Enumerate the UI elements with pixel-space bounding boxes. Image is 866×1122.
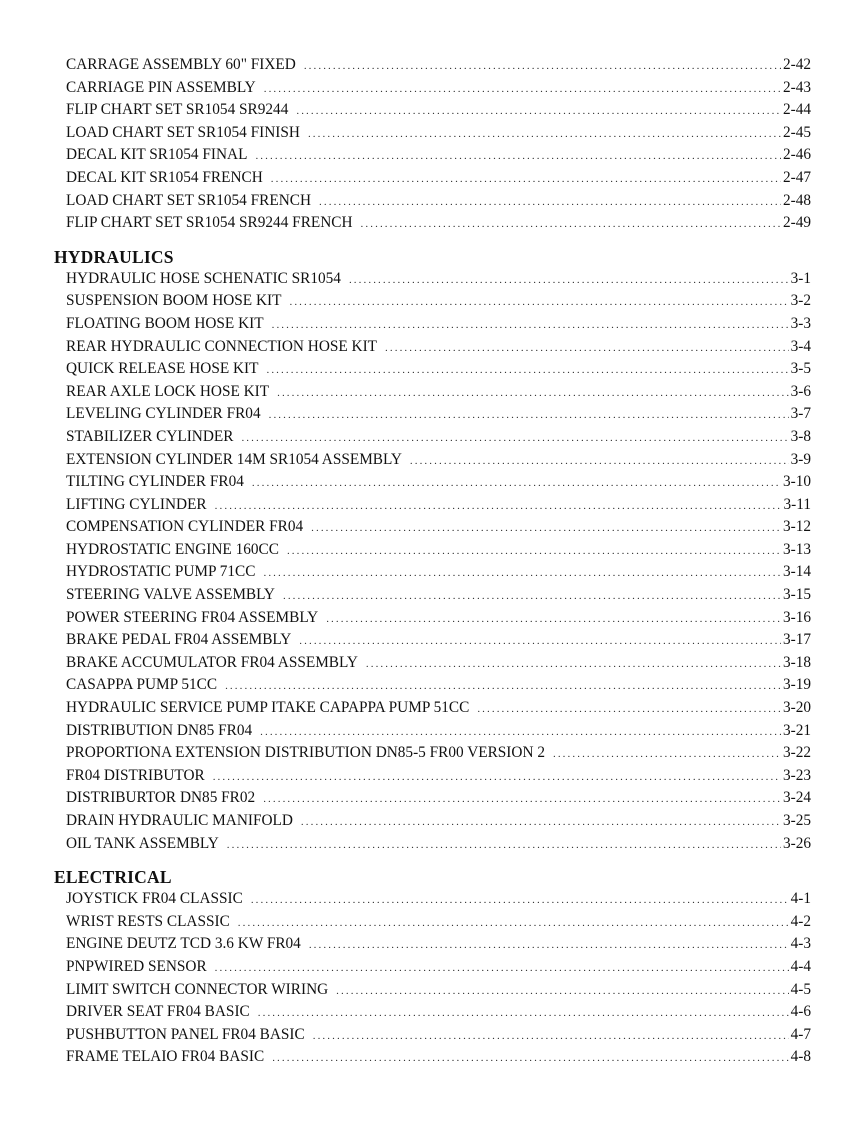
toc-entry[interactable] [54, 810, 811, 833]
dot-leader [260, 721, 781, 744]
dot-leader [313, 1025, 789, 1048]
toc-entry-title: ENGINE DEUTZ TCD 3.6 KW FR04 [66, 935, 301, 953]
toc-entry[interactable] [54, 956, 811, 979]
toc-entry-title: HYDRAULIC HOSE SCHENATIC SR1054 [66, 269, 341, 287]
toc-section [54, 54, 811, 235]
toc-entry-title: FLOATING BOOM HOSE KIT [66, 314, 264, 332]
dot-leader [319, 191, 781, 214]
toc-entry-page: 3-25 [782, 812, 811, 829]
toc-entry-title: DRIVER SEAT FR04 BASIC [66, 1003, 250, 1021]
toc-entry-title: DISTRIBUTION DN85 FR04 [66, 721, 253, 739]
toc-entry-page: 3-18 [782, 653, 811, 671]
toc-entry-page: 3-5 [790, 360, 811, 378]
toc-entry-title: SUSPENSION BOOM HOSE KIT [66, 292, 282, 310]
toc-entry-page: 3-21 [782, 721, 811, 739]
toc-entry-page: 2-46 [782, 146, 811, 164]
toc-entry[interactable] [54, 629, 811, 652]
toc-entry-page: 3-7 [790, 405, 811, 423]
toc-entry-page: 3-9 [790, 450, 811, 468]
toc-entry-title: STABILIZER CYLINDER [66, 427, 234, 445]
toc-entry-page: 4-6 [790, 1003, 811, 1021]
toc-entry-title: BRAKE ACCUMULATOR FR04 ASSEMBLY [66, 653, 358, 671]
toc-entry-page: 3-1 [790, 269, 811, 287]
dot-leader [263, 788, 781, 811]
toc-entry-title: QUICK RELEASE HOSE KIT [66, 360, 259, 378]
toc-entry[interactable] [54, 561, 811, 584]
dot-leader [241, 427, 788, 450]
toc-entry[interactable] [54, 144, 811, 167]
toc-entry[interactable] [54, 787, 811, 810]
toc-entry-title: REAR AXLE LOCK HOSE KIT [66, 382, 270, 400]
toc-entry-title: PROPORTIONA EXTENSION DISTRIBUTION DN85-5 FR00 VERSION 2 [66, 744, 545, 762]
toc-entry[interactable] [54, 54, 811, 77]
dot-leader [336, 980, 788, 1003]
toc-entry-page: 4-8 [790, 1048, 811, 1066]
dot-leader [258, 1002, 789, 1025]
toc-entry-page: 4-3 [790, 935, 811, 953]
toc-entry[interactable] [54, 888, 811, 911]
dot-leader [264, 78, 781, 101]
toc-entry[interactable] [54, 1001, 811, 1024]
toc-entry[interactable] [54, 122, 811, 145]
dot-leader [269, 404, 789, 427]
dot-leader [238, 912, 789, 935]
toc-entry[interactable] [54, 190, 811, 213]
toc-entry-title: DECAL KIT SR1054 FRENCH [66, 168, 263, 186]
dot-leader [309, 934, 789, 957]
dot-leader [287, 540, 781, 563]
toc-entry[interactable] [54, 336, 811, 359]
toc-entry-page: 2-48 [782, 191, 811, 209]
toc-entry-page: 3-11 [783, 495, 811, 513]
toc-entry-title: FLIP CHART SET SR1054 SR9244 FRENCH [66, 214, 353, 232]
toc-entry-page: 3-23 [782, 766, 811, 784]
toc-entry-title: DISTRIBURTOR DN85 FR02 [66, 789, 256, 807]
toc-entry-page: 3-14 [782, 563, 811, 581]
toc-entry-page: 4-5 [790, 980, 811, 998]
toc-entry-page: 2-47 [782, 168, 811, 186]
toc-entry-title: FLIP CHART SET SR1054 SR9244 [66, 101, 289, 119]
toc-entry-page: 3-17 [782, 631, 811, 649]
toc-entry-title: LEVELING CYLINDER FR04 [66, 405, 261, 423]
dot-leader [251, 889, 789, 912]
toc-entry-title: CASAPPA PUMP 51CC [66, 676, 218, 694]
toc-entry-title: DRAIN HYDRAULIC MANIFOLD [66, 812, 293, 829]
toc-entry[interactable] [54, 979, 811, 1002]
toc-entry-page: 3-16 [782, 608, 811, 626]
toc-section [54, 246, 811, 855]
toc-entry-page: 3-2 [790, 292, 811, 310]
toc-entry[interactable] [54, 674, 811, 697]
toc-entry-page: 2-42 [782, 56, 811, 73]
dot-leader [272, 314, 789, 337]
toc-entry-title: POWER STEERING FR04 ASSEMBLY [66, 608, 319, 626]
toc-entry-page: 3-6 [790, 382, 811, 400]
toc-entry-title: PNPWIRED SENSOR [66, 957, 207, 975]
toc-entry-page: 3-3 [790, 314, 811, 332]
toc-entry[interactable] [54, 494, 811, 517]
toc-entry[interactable] [54, 742, 811, 765]
toc-entry-page: 4-4 [790, 957, 811, 975]
dot-leader [266, 359, 788, 382]
toc-entry[interactable] [54, 77, 811, 100]
dot-leader [289, 291, 788, 314]
toc-entry-title: WRIST RESTS CLASSIC [66, 912, 230, 930]
toc-entry-title: COMPENSATION CYLINDER FR04 [66, 518, 304, 536]
dot-leader [366, 653, 781, 676]
toc-entry[interactable] [54, 607, 811, 630]
dot-leader [304, 55, 781, 78]
toc-entry[interactable] [54, 911, 811, 934]
toc-section [54, 866, 811, 1069]
toc-entry-title: PUSHBUTTON PANEL FR04 BASIC [66, 1025, 305, 1043]
toc-entry[interactable] [54, 268, 811, 291]
toc-entry-page: 2-44 [782, 101, 811, 119]
toc-entry[interactable] [54, 516, 811, 539]
toc-entry[interactable] [54, 584, 811, 607]
toc-entry-title: HYDROSTATIC PUMP 71CC [66, 563, 256, 581]
toc-entry[interactable] [54, 426, 811, 449]
dot-leader [263, 562, 780, 585]
dot-leader [227, 834, 781, 857]
toc-entry[interactable] [54, 933, 811, 956]
dot-leader [296, 100, 781, 123]
toc-entry-title: HYDROSTATIC ENGINE 160CC [66, 540, 279, 558]
dot-leader [299, 630, 781, 653]
toc-entry-title: REAR HYDRAULIC CONNECTION HOSE KIT [66, 337, 378, 355]
toc-entry[interactable] [54, 403, 811, 426]
toc-entry[interactable] [54, 290, 811, 313]
dot-leader [215, 495, 782, 518]
toc-entry-title: EXTENSION CYLINDER 14M SR1054 ASSEMBLY [66, 450, 402, 468]
toc-entry-page: 3-22 [782, 744, 811, 762]
toc-entry-page: 2-49 [782, 214, 811, 232]
toc-entry-title: FRAME TELAIO FR04 BASIC [66, 1048, 265, 1066]
toc-entry[interactable] [54, 471, 811, 494]
toc-entry[interactable] [54, 1024, 811, 1047]
toc-entry-title: DECAL KIT SR1054 FINAL [66, 146, 248, 164]
dot-leader [311, 517, 781, 540]
toc-entry-page: 3-15 [782, 586, 811, 604]
toc-entry-page: 3-20 [782, 699, 811, 717]
table-of-contents [54, 54, 811, 1069]
toc-entry-page: 4-2 [790, 912, 811, 930]
toc-entry-page: 2-45 [782, 123, 811, 141]
dot-leader [271, 168, 781, 191]
toc-entry-page: 2-43 [782, 78, 811, 96]
dot-leader [349, 269, 789, 292]
toc-entry-page: 3-26 [782, 834, 811, 852]
toc-entry[interactable] [54, 167, 811, 190]
dot-leader [272, 1047, 788, 1070]
toc-entry[interactable] [54, 212, 811, 235]
dot-leader [252, 472, 781, 495]
toc-entry[interactable] [54, 833, 811, 856]
dot-leader [410, 450, 789, 473]
toc-entry-page: 4-1 [790, 890, 811, 908]
dot-leader [213, 766, 781, 789]
toc-entry-title: HYDRAULIC SERVICE PUMP ITAKE CAPAPPA PUMP 51CC [66, 699, 470, 717]
dot-leader [385, 337, 789, 360]
dot-leader [277, 382, 788, 405]
toc-entry[interactable] [54, 313, 811, 336]
toc-entry-title: CARRIAGE PIN ASSEMBLY [66, 78, 256, 96]
toc-entry-page: 3-19 [782, 676, 811, 694]
toc-entry-title: LIFTING CYLINDER [66, 495, 207, 513]
toc-entry-title: CARRAGE ASSEMBLY 60" FIXED [66, 56, 296, 73]
dot-leader [477, 698, 781, 721]
dot-leader [283, 585, 781, 608]
toc-entry[interactable] [54, 449, 811, 472]
toc-entry[interactable] [54, 720, 811, 743]
dot-leader [215, 957, 789, 980]
section-heading: HYDRAULICS [54, 246, 174, 267]
toc-entry-title: STEERING VALVE ASSEMBLY [66, 586, 275, 604]
toc-entry-page: 3-4 [790, 337, 811, 355]
toc-entry-title: OIL TANK ASSEMBLY [66, 834, 219, 852]
toc-entry[interactable] [54, 358, 811, 381]
dot-leader [225, 675, 781, 698]
dot-leader [308, 123, 781, 146]
toc-entry-title: LOAD CHART SET SR1054 FINISH [66, 123, 300, 141]
toc-entry-title: LOAD CHART SET SR1054 FRENCH [66, 191, 312, 209]
dot-leader [301, 811, 781, 834]
section-heading: ELECTRICAL [54, 867, 172, 888]
toc-entry-page: 3-8 [790, 427, 811, 445]
dot-leader [553, 743, 781, 766]
toc-entry[interactable] [54, 99, 811, 122]
toc-entry[interactable] [54, 765, 811, 788]
dot-leader [361, 213, 781, 236]
toc-entry-page: 3-12 [782, 518, 811, 536]
toc-entry[interactable] [54, 381, 811, 404]
toc-entry-page: 3-24 [782, 789, 811, 807]
toc-entry-page: 4-7 [790, 1025, 811, 1043]
toc-entry[interactable] [54, 1046, 811, 1069]
toc-entry[interactable] [54, 652, 811, 675]
toc-entry-title: LIMIT SWITCH CONNECTOR WIRING [66, 980, 329, 998]
toc-entry-page: 3-10 [782, 473, 811, 491]
toc-entry-page: 3-13 [782, 540, 811, 558]
toc-entry-title: BRAKE PEDAL FR04 ASSEMBLY [66, 631, 292, 649]
dot-leader [326, 608, 781, 631]
dot-leader [255, 145, 781, 168]
toc-entry-title: JOYSTICK FR04 CLASSIC [66, 890, 243, 908]
toc-entry-title: FR04 DISTRIBUTOR [66, 766, 205, 784]
toc-entry[interactable] [54, 697, 811, 720]
toc-entry-title: TILTING CYLINDER FR04 [66, 473, 244, 491]
toc-entry[interactable] [54, 539, 811, 562]
